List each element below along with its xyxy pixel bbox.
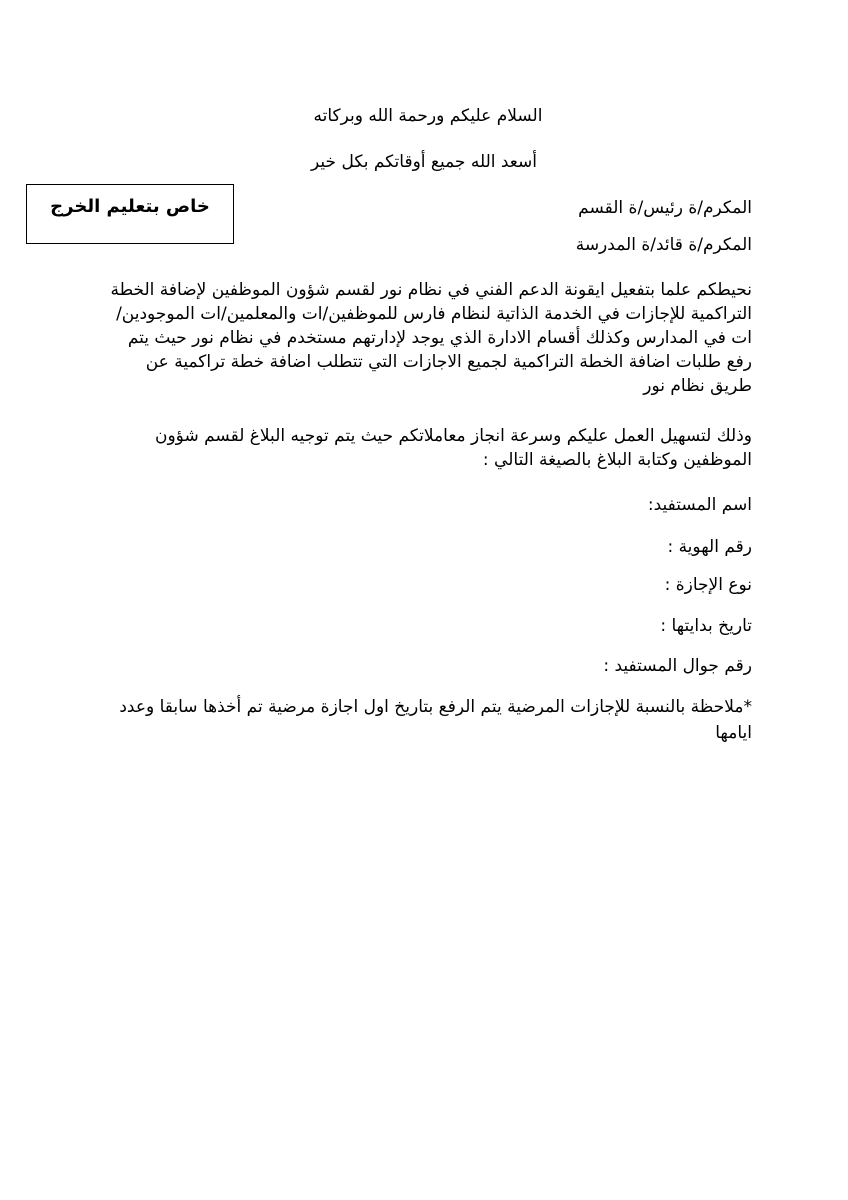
addressee-head-of-department: المكرم/ة رئيس/ة القسم	[578, 198, 752, 218]
greeting-salutation: السلام عليكم ورحمة الله وبركاته	[313, 106, 543, 126]
field-beneficiary-mobile: رقم جوال المستفيد :	[603, 656, 752, 676]
field-leave-type: نوع الإجازة :	[664, 575, 752, 595]
addressee-school-principal: المكرم/ة قائد/ة المدرسة	[575, 235, 752, 255]
field-beneficiary-name: اسم المستفيد:	[647, 495, 752, 515]
stamp-box	[26, 184, 234, 244]
field-id-number: رقم الهوية :	[667, 537, 752, 557]
stamp-label: خاص بتعليم الخرج	[50, 196, 210, 217]
body-paragraph-2: وذلك لتسهيل العمل عليكم وسرعة انجاز معاملاتكم حيث يتم توجيه البلاغ لقسم شؤون الموظفين وكتابة البلاغ بالصيغة التالي :	[154, 426, 752, 470]
greeting-wishes: أسعد الله جميع أوقاتكم بكل خير	[311, 152, 537, 172]
body-paragraph-1: نحيطكم علما بتفعيل ايقونة الدعم الفني في نظام نور لقسم شؤون الموظفين لإضافة الخطة التراكمية للإجازات في الخدمة الذاتية لنظام فارس للموظفين/ات والمعلمين/ات الموجودين/ات في المدارس وكذلك أقسام الادارة الذي يوجد لإدارتهم مستخدم في نظام نور حيث يتم رفع طلبات اضافة الخطة التراكمية لجميع الاجازات التي تتطلب اضافة خطة تراكمية عن طريق نظام نور	[110, 280, 752, 396]
sick-leave-note: *ملاحظة بالنسبة للإجازات المرضية يتم الرفع بتاريخ اول اجازة مرضية تم أخذها سابقا وعدد ايامها	[119, 697, 752, 743]
field-start-date: تاريخ بدايتها :	[660, 616, 752, 636]
